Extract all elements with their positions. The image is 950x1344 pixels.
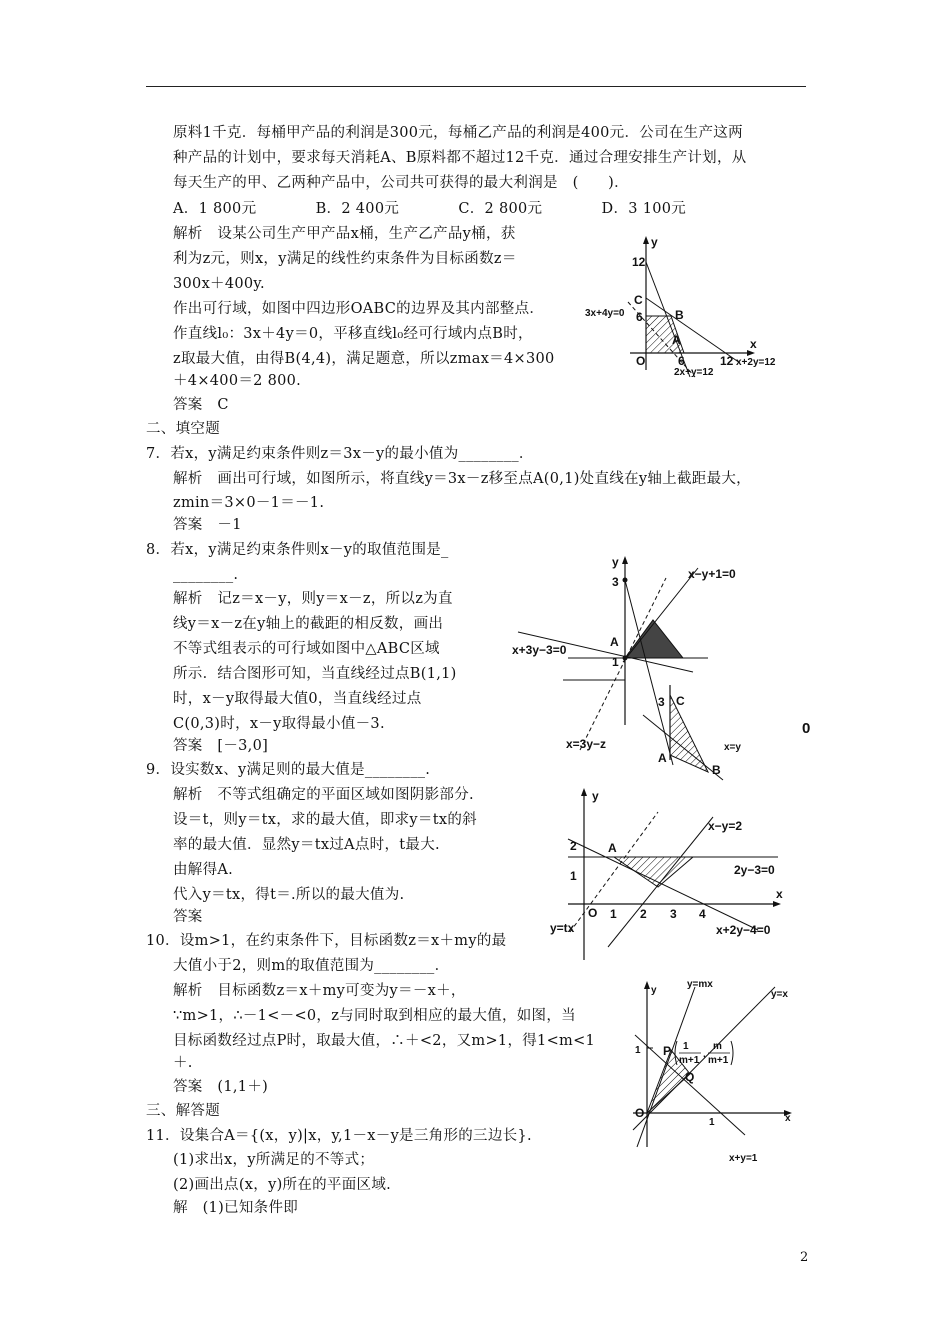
tick-label: 6 bbox=[678, 354, 685, 368]
stray-mark: 0 bbox=[802, 720, 811, 737]
text-line: 利为z元，则x，y满足的线性约束条件为目标函数z＝ bbox=[173, 251, 517, 267]
text-line: 代入y＝tx，得t＝.所以的最大值为. bbox=[173, 887, 405, 903]
answer-line: 答案 bbox=[173, 909, 203, 925]
text-line: ＋. bbox=[173, 1055, 193, 1071]
point-label-c: C bbox=[676, 694, 685, 708]
text-line: 率的最大值．显然y＝tx过A点时，t最大. bbox=[173, 837, 440, 853]
answer-line: 答案 C bbox=[173, 397, 229, 413]
answer-line: 答案 (1,1＋) bbox=[173, 1079, 269, 1095]
text-line: zmin＝3×0－1＝－1. bbox=[173, 495, 325, 511]
text-line: 目标函数经过点P时，取最大值，∴＋<2，又m>1，得1<m<1 bbox=[173, 1033, 596, 1049]
text-line: 不等式组表示的可行域如图中△ABC区域 bbox=[173, 641, 440, 657]
y-axis-label: y bbox=[592, 789, 599, 803]
coordinate-denominator: m+1 bbox=[679, 1055, 700, 1066]
origin-label: O bbox=[635, 1106, 645, 1120]
question-line: 9．设实数x、y满足则的最大值是________. bbox=[146, 762, 431, 778]
point-label-p: P bbox=[663, 1044, 672, 1058]
coordinate-comma: , bbox=[703, 1049, 706, 1060]
text-line: 300x＋400y. bbox=[173, 276, 265, 292]
option-line: A．1 800元 B．2 400元 C．2 800元 D．3 100元 bbox=[173, 201, 687, 217]
line-label: y=mx bbox=[687, 979, 713, 990]
tick-label: 2 bbox=[570, 839, 577, 853]
question-line: 7．若x，y满足约束条件则z＝3x－y的最小值为________． bbox=[146, 446, 534, 462]
tick-label: 12 bbox=[720, 354, 734, 368]
text-line: ∵m>1，∴－1<－<0，z与同时取到相应的最大值，如图，当 bbox=[173, 1008, 576, 1024]
tick-label: 1 bbox=[612, 655, 619, 669]
tick-label: 2 bbox=[640, 907, 647, 921]
text-line: 解析 画出可行域，如图所示，将直线y＝3x－z移至点A(0,1)处直线在y轴上截距最大， bbox=[173, 471, 751, 487]
answer-line: 答案 －1 bbox=[173, 517, 242, 533]
line-label: 3x+4y=0 bbox=[585, 308, 625, 319]
y-axis-label: y bbox=[651, 985, 657, 996]
text-line: 作直线l₀：3x＋4y＝0，平移直线l₀经可行域内点B时， bbox=[173, 326, 533, 342]
text-line: 解 (1)已知条件即 bbox=[173, 1200, 299, 1216]
tick-label: 3 bbox=[658, 695, 665, 709]
header-rule bbox=[146, 86, 806, 87]
point-label-a: A bbox=[672, 333, 681, 347]
point-label-a: A bbox=[608, 841, 617, 855]
tick-label: 1 bbox=[570, 869, 577, 883]
figure-4 bbox=[615, 975, 800, 1165]
text-line: (1)求出x，y所满足的不等式； bbox=[173, 1152, 375, 1168]
point-label-q: Q bbox=[685, 1070, 695, 1084]
line-label: x−y=2 bbox=[708, 819, 743, 833]
tick-label: 3 bbox=[612, 575, 619, 589]
text-line: 由解得A. bbox=[173, 862, 234, 878]
tick-label: 1 bbox=[610, 907, 617, 921]
question-line: 11．设集合A＝{(x，y)|x，y,1－x－y是三角形的三边长}. bbox=[146, 1128, 532, 1144]
point-label-b: B bbox=[712, 763, 721, 777]
line-label: 2x+y=12 bbox=[674, 367, 714, 378]
line-label: x−y+1=0 bbox=[688, 567, 736, 581]
point-label-a: A bbox=[658, 751, 667, 765]
line-label: 2y−3=0 bbox=[734, 863, 775, 877]
tick-label: 1 bbox=[635, 1045, 641, 1056]
text-line: 所示．结合图形可知，当直线经过点B(1,1) bbox=[173, 666, 457, 682]
answer-line: 答案 [－3,0] bbox=[173, 738, 269, 754]
point-label-c: C bbox=[634, 293, 643, 307]
text-line: 每天生产的甲、乙两种产品中，公司共可获得的最大利润是 ( )． bbox=[173, 175, 629, 191]
text-line: z取最大值，由得B(4,4)，满足题意，所以zmax＝4×300 bbox=[173, 351, 555, 367]
tick-label: 1 bbox=[709, 1117, 715, 1128]
line-label: x+3y−3=0 bbox=[512, 643, 567, 657]
point-label-a: A bbox=[610, 635, 619, 649]
x-axis-label: x bbox=[776, 887, 783, 901]
tick-label: 6 bbox=[636, 310, 643, 324]
line-label: x+2y−4=0 bbox=[716, 923, 771, 937]
text-line: 解析 不等式组确定的平面区域如图阴影部分. bbox=[173, 787, 474, 803]
line-label: x=y bbox=[724, 742, 741, 753]
text-line: 解析 目标函数z＝x＋my可变为y＝－x＋， bbox=[173, 983, 466, 999]
y-axis-label: y bbox=[612, 555, 619, 569]
line-label: y=tx bbox=[550, 921, 575, 935]
coordinate-denominator: m+1 bbox=[708, 1055, 729, 1066]
figure-1 bbox=[580, 232, 795, 382]
page-number: 2 bbox=[800, 1250, 809, 1265]
tick-label: 12 bbox=[632, 255, 646, 269]
origin-label: O bbox=[588, 906, 598, 920]
line-label: y=x bbox=[771, 989, 788, 1000]
text-line: 大值小于2，则m的取值范围为________． bbox=[173, 958, 450, 974]
text-line: 原料1千克．每桶甲产品的利润是300元，每桶乙产品的利润是400元．公司在生产这两 bbox=[173, 125, 743, 141]
coordinate-numerator: m bbox=[713, 1041, 722, 1052]
point-label-b: B bbox=[675, 308, 684, 322]
text-line: 作出可行域，如图中四边形OABC的边界及其内部整点． bbox=[173, 301, 545, 317]
line-label: x+y=1 bbox=[729, 1153, 758, 1164]
tick-label: 4 bbox=[699, 907, 706, 921]
text-line: 解析 设某公司生产甲产品x桶，生产乙产品y桶，获 bbox=[173, 226, 516, 242]
text-line: 解析 记z＝x－y，则y＝x－z，所以z为直 bbox=[173, 591, 453, 607]
figure-2 bbox=[508, 550, 788, 782]
question-line: 8．若x，y满足约束条件则x－y的取值范围是_ bbox=[146, 542, 449, 558]
section-heading: 二、填空题 bbox=[146, 421, 220, 437]
text-line: 设＝t，则y＝tx，求的最大值，即求y＝tx的斜 bbox=[173, 812, 477, 828]
x-axis-label: x bbox=[750, 337, 757, 351]
origin-label: O bbox=[636, 354, 646, 368]
line-label: x+2y=12 bbox=[736, 357, 776, 368]
question-line: 10．设m>1，在约束条件下，目标函数z＝x＋my的最 bbox=[146, 933, 507, 949]
text-line: 线y＝x－z在y轴上的截距的相反数，画出 bbox=[173, 616, 444, 632]
figure-3 bbox=[548, 782, 798, 962]
section-heading: 三、解答题 bbox=[146, 1103, 220, 1119]
text-line: 时，x－y取得最大值0，当直线经过点 bbox=[173, 691, 422, 707]
line-label: x=3y−z bbox=[566, 737, 607, 751]
x-axis-label: x bbox=[785, 1113, 791, 1124]
tick-label: 3 bbox=[670, 907, 677, 921]
text-line: ________. bbox=[173, 567, 239, 583]
text-line: ＋4×400＝2 800. bbox=[173, 373, 302, 389]
y-axis-label: y bbox=[651, 235, 658, 249]
text-line: 种产品的计划中，要求每天消耗A、B原料都不超过12千克．通过合理安排生产计划，从 bbox=[173, 150, 747, 166]
text-line: (2)画出点(x，y)所在的平面区域. bbox=[173, 1177, 392, 1193]
coordinate-numerator: 1 bbox=[683, 1041, 689, 1052]
text-line: C(0,3)时，x－y取得最小值－3. bbox=[173, 716, 385, 732]
